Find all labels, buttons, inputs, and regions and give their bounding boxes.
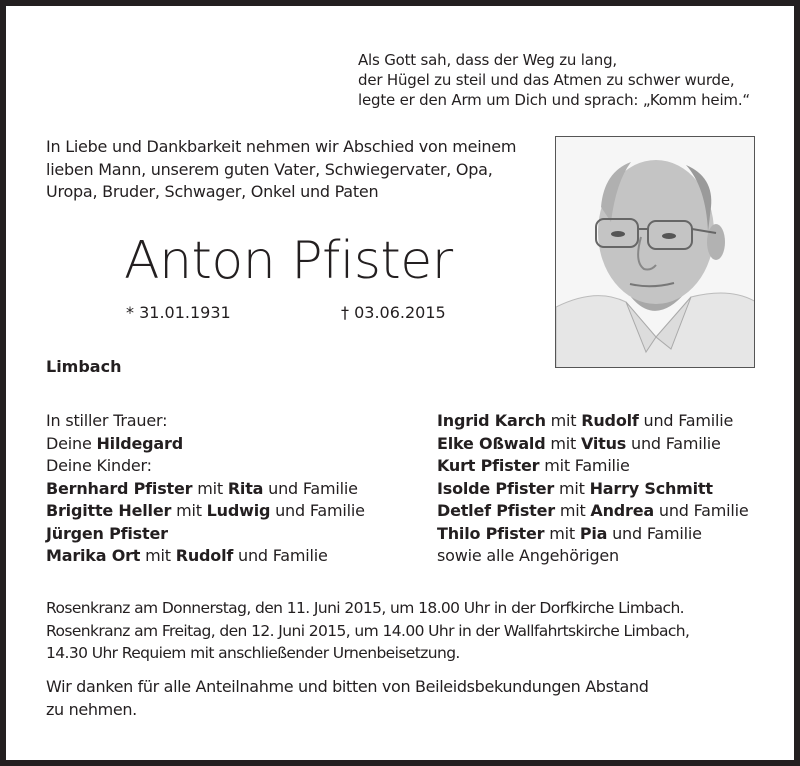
mourner-text: und Familie <box>626 433 721 453</box>
mourner-name: Harry Schmitt <box>589 478 713 498</box>
mourner-text: und Familie <box>607 523 702 543</box>
mourner-line <box>46 455 365 478</box>
mourner-name: Rudolf <box>175 546 234 565</box>
mourner-text: und Familie <box>270 501 365 520</box>
mourner-text: und Familie <box>263 478 358 498</box>
mourner-name: Vitus <box>580 433 627 453</box>
mourner-name: Isolde Pfister <box>437 478 555 498</box>
intro-line: Uropa, Bruder, Schwager, Onkel und Paten <box>46 182 379 201</box>
mourner-line <box>46 410 365 433</box>
mourner-name: Detlef Pfister <box>437 501 555 520</box>
mourner-text: mit <box>554 501 591 520</box>
service-line: Rosenkranz am Freitag, den 12. Juni 2015, um 14.00 Uhr in der Wallfahrtskirche Limbach, <box>46 621 690 640</box>
mourner-line <box>437 433 749 456</box>
intro-text <box>46 136 516 204</box>
poem <box>358 50 750 110</box>
mourner-text: und Familie <box>233 546 328 565</box>
mourner-name: Rudolf <box>581 411 639 430</box>
mourner-name: Marika Ort <box>46 546 141 565</box>
mourner-line <box>437 410 749 433</box>
poem-line: der Hügel zu steil und das Atmen zu schwer wurde, <box>358 71 735 89</box>
mourner-name: Andrea <box>590 501 654 520</box>
mourner-name: Ludwig <box>206 501 271 520</box>
portrait-photo <box>555 136 755 368</box>
mourner-text: mit <box>545 411 582 430</box>
mourner-name: Rita <box>227 478 264 498</box>
poem-line: Als Gott sah, dass der Weg zu lang, <box>358 51 617 69</box>
mourner-name: Thilo Pfister <box>437 523 545 543</box>
place-name: Limbach <box>46 357 122 376</box>
mourner-text: mit <box>192 478 228 498</box>
mourner-line <box>437 545 749 568</box>
mourner-name: Pia <box>579 523 608 543</box>
mourner-text: mit <box>554 478 590 498</box>
mourner-text: und Familie <box>654 501 749 520</box>
mourner-line <box>437 523 749 546</box>
mourner-line <box>46 433 365 456</box>
mourner-name: Kurt Pfister <box>437 456 540 475</box>
intro-line: In Liebe und Dankbarkeit nehmen wir Abschied von meinem <box>46 137 517 156</box>
mourner-line <box>437 455 749 478</box>
mourner-text: Deine Kinder: <box>46 456 152 475</box>
mourner-text: sowie alle Angehörigen <box>437 546 619 565</box>
service-line: Rosenkranz am Donnerstag, den 11. Juni 2015, um 18.00 Uhr in der Dorfkirche Limbach. <box>46 599 684 617</box>
mourner-text: mit Familie <box>539 456 630 475</box>
mourner-name: Brigitte Heller <box>46 501 172 520</box>
mourner-text: mit <box>140 546 176 565</box>
mourner-line <box>46 478 365 501</box>
mourners-right <box>437 410 749 568</box>
mourner-name: Ingrid Karch <box>437 411 546 430</box>
poem-line: legte er den Arm um Dich und sprach: „Komm heim.“ <box>358 91 750 109</box>
mourner-text: mit <box>545 433 581 453</box>
mourner-name: Jürgen Pfister <box>46 523 168 543</box>
deceased-name: Anton Pfister <box>124 231 453 291</box>
birth-date: * 31.01.1931 <box>126 303 231 322</box>
service-details <box>46 597 689 665</box>
mourner-text: und Familie <box>638 411 734 430</box>
mourners-left <box>46 410 365 568</box>
mourner-line <box>46 545 365 568</box>
service-line: 14.30 Uhr Requiem mit anschließender Urnenbeisetzung. <box>46 644 460 662</box>
portrait-icon <box>556 137 755 368</box>
thanks-note <box>46 676 649 721</box>
mourner-name: Bernhard Pfister <box>46 478 193 498</box>
mourner-text: mit <box>544 523 580 543</box>
mourner-line <box>437 478 749 501</box>
obituary-card <box>6 6 794 760</box>
mourner-line <box>46 523 365 546</box>
mourner-text: In stiller Trauer: <box>46 411 168 430</box>
mourner-text: mit <box>171 501 207 520</box>
mourner-line <box>46 500 365 523</box>
mourner-name: Elke Oßwald <box>437 433 546 453</box>
mourner-text: Deine <box>46 433 97 453</box>
intro-line: lieben Mann, unserem guten Vater, Schwiegervater, Opa, <box>46 159 493 179</box>
thanks-line: zu nehmen. <box>46 699 137 719</box>
mourner-name: Hildegard <box>96 433 183 453</box>
mourner-line <box>437 500 749 523</box>
death-date: † 03.06.2015 <box>341 303 446 322</box>
thanks-line: Wir danken für alle Anteilnahme und bitten von Beileidsbekundungen Abstand <box>46 677 649 696</box>
